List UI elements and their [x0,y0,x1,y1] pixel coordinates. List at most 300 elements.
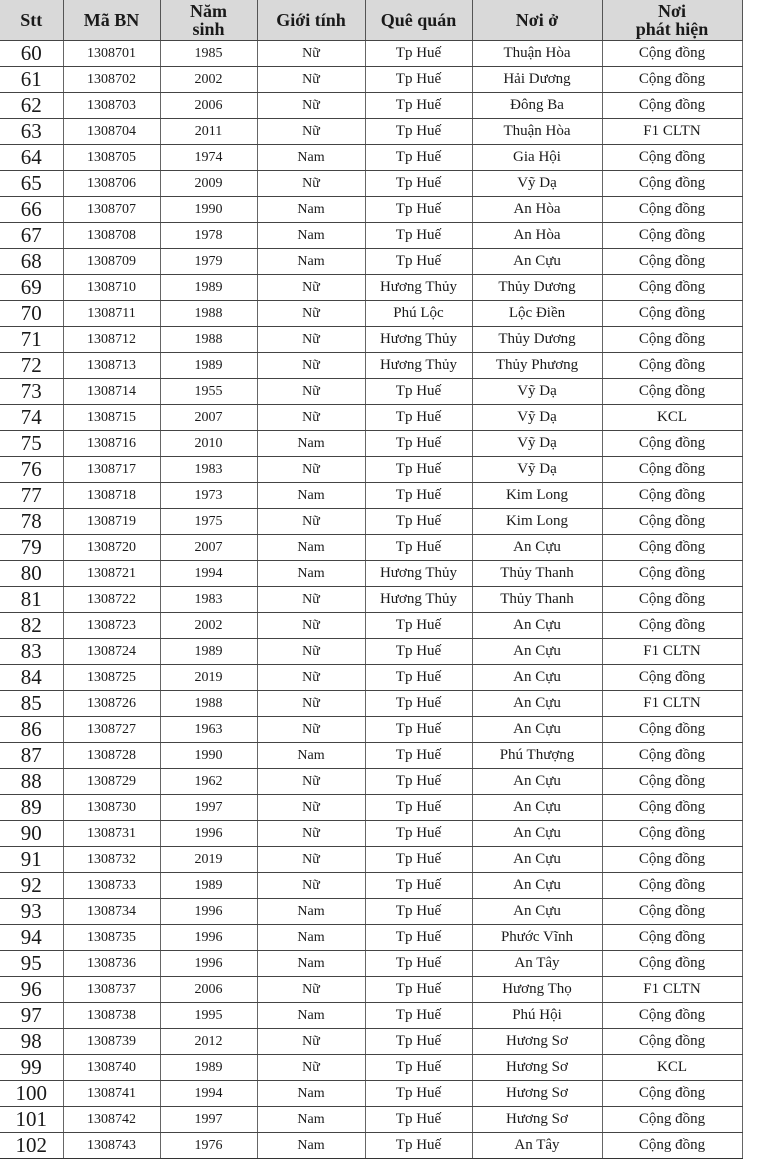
cell-noi-phat-hien: Cộng đồng [602,1081,742,1107]
cell-noi-o: An Hòa [472,223,602,249]
cell-ma-bn: 1308702 [63,67,160,93]
cell-stt: 89 [0,795,63,821]
cell-gioi-tinh: Nam [257,223,365,249]
cell-ma-bn: 1308740 [63,1055,160,1081]
cell-que-quan: Phú Lộc [365,301,472,327]
cell-stt: 80 [0,561,63,587]
cell-nam-sinh: 1996 [160,925,257,951]
cell-noi-phat-hien: Cộng đồng [602,743,742,769]
cell-ma-bn: 1308731 [63,821,160,847]
cell-gioi-tinh: Nam [257,561,365,587]
cell-noi-o: Hương Sơ [472,1029,602,1055]
cell-gioi-tinh: Nữ [257,119,365,145]
cell-noi-o: Kim Long [472,509,602,535]
cell-nam-sinh: 2019 [160,665,257,691]
cell-noi-o: An Cựu [472,639,602,665]
cell-noi-phat-hien: Cộng đồng [602,327,742,353]
table-row [0,873,742,899]
cell-stt: 60 [0,41,63,67]
cell-que-quan: Tp Huế [365,743,472,769]
cell-noi-o: An Cựu [472,535,602,561]
cell-nam-sinh: 1973 [160,483,257,509]
cell-ma-bn: 1308732 [63,847,160,873]
cell-noi-o: Phước Vĩnh [472,925,602,951]
cell-noi-phat-hien: Cộng đồng [602,951,742,977]
cell-noi-o: An Tây [472,951,602,977]
cell-noi-phat-hien: Cộng đồng [602,379,742,405]
cell-ma-bn: 1308709 [63,249,160,275]
cell-noi-o: Phú Hội [472,1003,602,1029]
cell-noi-phat-hien: Cộng đồng [602,795,742,821]
cell-stt: 67 [0,223,63,249]
cell-que-quan: Tp Huế [365,691,472,717]
cell-nam-sinh: 1997 [160,795,257,821]
cell-que-quan: Tp Huế [365,457,472,483]
cell-noi-o: Vỹ Dạ [472,171,602,197]
cell-stt: 68 [0,249,63,275]
cell-noi-phat-hien: F1 CLTN [602,691,742,717]
cell-ma-bn: 1308727 [63,717,160,743]
cell-gioi-tinh: Nữ [257,795,365,821]
cell-noi-phat-hien: Cộng đồng [602,873,742,899]
cell-ma-bn: 1308743 [63,1133,160,1159]
table-row [0,1055,742,1081]
table-row [0,145,742,171]
table-row [0,977,742,1003]
cell-noi-o: Hương Thọ [472,977,602,1003]
cell-que-quan: Tp Huế [365,769,472,795]
table-row [0,665,742,691]
cell-noi-o: Thủy Thanh [472,561,602,587]
cell-gioi-tinh: Nam [257,1107,365,1133]
cell-nam-sinh: 1978 [160,223,257,249]
cell-ma-bn: 1308707 [63,197,160,223]
cell-nam-sinh: 2006 [160,93,257,119]
cell-ma-bn: 1308724 [63,639,160,665]
cell-noi-phat-hien: Cộng đồng [602,613,742,639]
table-row [0,1029,742,1055]
cell-gioi-tinh: Nữ [257,613,365,639]
cell-gioi-tinh: Nam [257,899,365,925]
cell-noi-phat-hien: Cộng đồng [602,821,742,847]
cell-stt: 81 [0,587,63,613]
cell-nam-sinh: 2009 [160,171,257,197]
cell-stt: 63 [0,119,63,145]
cell-que-quan: Tp Huế [365,67,472,93]
cell-nam-sinh: 1955 [160,379,257,405]
table-row [0,769,742,795]
cell-noi-phat-hien: Cộng đồng [602,457,742,483]
cell-stt: 92 [0,873,63,899]
cell-noi-phat-hien: Cộng đồng [602,509,742,535]
cell-que-quan: Hương Thủy [365,561,472,587]
table-row [0,119,742,145]
cell-stt: 83 [0,639,63,665]
cell-ma-bn: 1308703 [63,93,160,119]
cell-que-quan: Tp Huế [365,951,472,977]
cell-ma-bn: 1308726 [63,691,160,717]
cell-ma-bn: 1308734 [63,899,160,925]
cell-nam-sinh: 1989 [160,275,257,301]
table-row [0,327,742,353]
cell-noi-phat-hien: Cộng đồng [602,93,742,119]
cell-que-quan: Tp Huế [365,821,472,847]
cell-noi-o: Đông Ba [472,93,602,119]
cell-gioi-tinh: Nữ [257,1029,365,1055]
cell-noi-phat-hien: Cộng đồng [602,665,742,691]
table-row [0,691,742,717]
cell-ma-bn: 1308705 [63,145,160,171]
table-row [0,67,742,93]
header-stt: Stt [0,0,63,41]
cell-stt: 84 [0,665,63,691]
table-row [0,249,742,275]
header-row [0,0,742,41]
cell-que-quan: Tp Huế [365,977,472,1003]
cell-noi-phat-hien: Cộng đồng [602,67,742,93]
cell-gioi-tinh: Nữ [257,379,365,405]
cell-noi-o: Vỹ Dạ [472,379,602,405]
cell-nam-sinh: 2007 [160,535,257,561]
cell-noi-phat-hien: Cộng đồng [602,483,742,509]
cell-que-quan: Tp Huế [365,197,472,223]
cell-noi-o: Lộc Điền [472,301,602,327]
cell-nam-sinh: 1997 [160,1107,257,1133]
cell-gioi-tinh: Nam [257,197,365,223]
cell-nam-sinh: 1989 [160,639,257,665]
cell-que-quan: Tp Huế [365,1055,472,1081]
cell-gioi-tinh: Nam [257,249,365,275]
cell-ma-bn: 1308711 [63,301,160,327]
header-gioi-tinh: Giới tính [257,0,365,41]
cell-stt: 99 [0,1055,63,1081]
cell-stt: 74 [0,405,63,431]
cell-gioi-tinh: Nữ [257,847,365,873]
cell-noi-phat-hien: Cộng đồng [602,1107,742,1133]
cell-nam-sinh: 1996 [160,821,257,847]
cell-nam-sinh: 1976 [160,1133,257,1159]
cell-noi-phat-hien: Cộng đồng [602,769,742,795]
cell-nam-sinh: 1994 [160,561,257,587]
cell-ma-bn: 1308710 [63,275,160,301]
cell-ma-bn: 1308706 [63,171,160,197]
cell-noi-phat-hien: Cộng đồng [602,223,742,249]
cell-noi-o: An Cựu [472,847,602,873]
cell-gioi-tinh: Nữ [257,821,365,847]
cell-ma-bn: 1308717 [63,457,160,483]
table-row [0,639,742,665]
cell-stt: 91 [0,847,63,873]
cell-que-quan: Tp Huế [365,899,472,925]
cell-gioi-tinh: Nữ [257,639,365,665]
cell-ma-bn: 1308718 [63,483,160,509]
cell-noi-o: Thuận Hòa [472,119,602,145]
cell-gioi-tinh: Nữ [257,717,365,743]
cell-gioi-tinh: Nam [257,1081,365,1107]
cell-gioi-tinh: Nam [257,1003,365,1029]
cell-noi-phat-hien: Cộng đồng [602,431,742,457]
cell-noi-phat-hien: Cộng đồng [602,561,742,587]
cell-nam-sinh: 2006 [160,977,257,1003]
cell-ma-bn: 1308712 [63,327,160,353]
cell-gioi-tinh: Nữ [257,327,365,353]
cell-nam-sinh: 1988 [160,691,257,717]
table-row [0,795,742,821]
cell-stt: 77 [0,483,63,509]
cell-que-quan: Tp Huế [365,665,472,691]
cell-noi-o: Thủy Dương [472,275,602,301]
cell-nam-sinh: 1983 [160,457,257,483]
cell-nam-sinh: 2012 [160,1029,257,1055]
cell-que-quan: Tp Huế [365,431,472,457]
cell-noi-phat-hien: Cộng đồng [602,353,742,379]
cell-noi-o: An Cựu [472,691,602,717]
cell-que-quan: Tp Huế [365,145,472,171]
table-row [0,41,742,67]
header-noi-phat-hien: Nơi phát hiện [602,0,742,41]
cell-stt: 82 [0,613,63,639]
table-row [0,717,742,743]
cell-ma-bn: 1308720 [63,535,160,561]
cell-stt: 86 [0,717,63,743]
cell-que-quan: Tp Huế [365,717,472,743]
cell-nam-sinh: 2019 [160,847,257,873]
cell-gioi-tinh: Nữ [257,873,365,899]
cell-noi-o: An Cựu [472,665,602,691]
cell-noi-phat-hien: F1 CLTN [602,977,742,1003]
cell-que-quan: Tp Huế [365,795,472,821]
cell-ma-bn: 1308704 [63,119,160,145]
cell-noi-phat-hien: F1 CLTN [602,639,742,665]
cell-noi-phat-hien: KCL [602,1055,742,1081]
cell-gioi-tinh: Nữ [257,41,365,67]
cell-noi-o: An Cựu [472,769,602,795]
table-row [0,587,742,613]
cell-noi-o: Vỹ Dạ [472,431,602,457]
cell-ma-bn: 1308729 [63,769,160,795]
cell-noi-phat-hien: Cộng đồng [602,587,742,613]
cell-stt: 78 [0,509,63,535]
cell-que-quan: Tp Huế [365,223,472,249]
header-ma-bn: Mã BN [63,0,160,41]
cell-stt: 62 [0,93,63,119]
cell-noi-phat-hien: KCL [602,405,742,431]
cell-gioi-tinh: Nam [257,1133,365,1159]
cell-que-quan: Tp Huế [365,405,472,431]
cell-gioi-tinh: Nữ [257,509,365,535]
cell-gioi-tinh: Nam [257,145,365,171]
cell-que-quan: Tp Huế [365,249,472,275]
cell-nam-sinh: 2002 [160,613,257,639]
cell-nam-sinh: 1996 [160,951,257,977]
header-nam-sinh: Năm sinh [160,0,257,41]
cell-stt: 100 [0,1081,63,1107]
cell-que-quan: Tp Huế [365,873,472,899]
table-row [0,613,742,639]
cell-que-quan: Tp Huế [365,847,472,873]
table-row [0,821,742,847]
cell-noi-o: Hương Sơ [472,1107,602,1133]
table-row [0,431,742,457]
cell-que-quan: Hương Thủy [365,275,472,301]
table-row [0,301,742,327]
cell-stt: 93 [0,899,63,925]
cell-nam-sinh: 1990 [160,197,257,223]
cell-stt: 75 [0,431,63,457]
cell-noi-o: Thủy Phương [472,353,602,379]
cell-gioi-tinh: Nữ [257,457,365,483]
cell-noi-o: Hải Dương [472,67,602,93]
cell-ma-bn: 1308723 [63,613,160,639]
table-row [0,1003,742,1029]
cell-stt: 66 [0,197,63,223]
cell-ma-bn: 1308728 [63,743,160,769]
cell-ma-bn: 1308730 [63,795,160,821]
cell-noi-o: An Cựu [472,717,602,743]
table-row [0,457,742,483]
cell-ma-bn: 1308708 [63,223,160,249]
cell-que-quan: Tp Huế [365,1081,472,1107]
cell-gioi-tinh: Nam [257,483,365,509]
cell-que-quan: Tp Huế [365,483,472,509]
cell-stt: 98 [0,1029,63,1055]
cell-noi-o: Hương Sơ [472,1055,602,1081]
cell-ma-bn: 1308741 [63,1081,160,1107]
cell-noi-phat-hien: Cộng đồng [602,1003,742,1029]
cell-noi-phat-hien: Cộng đồng [602,717,742,743]
cell-gioi-tinh: Nữ [257,691,365,717]
table-row [0,275,742,301]
cell-que-quan: Tp Huế [365,535,472,561]
cell-que-quan: Tp Huế [365,925,472,951]
table-row [0,509,742,535]
cell-stt: 94 [0,925,63,951]
cell-stt: 76 [0,457,63,483]
cell-noi-phat-hien: Cộng đồng [602,301,742,327]
cell-stt: 87 [0,743,63,769]
cell-ma-bn: 1308742 [63,1107,160,1133]
table-row [0,899,742,925]
cell-noi-o: An Cựu [472,613,602,639]
cell-noi-phat-hien: Cộng đồng [602,197,742,223]
cell-gioi-tinh: Nữ [257,769,365,795]
cell-que-quan: Tp Huế [365,613,472,639]
cell-noi-o: An Tây [472,1133,602,1159]
table-row [0,1081,742,1107]
cell-gioi-tinh: Nữ [257,67,365,93]
cell-ma-bn: 1308714 [63,379,160,405]
cell-stt: 97 [0,1003,63,1029]
cell-que-quan: Tp Huế [365,171,472,197]
cell-stt: 90 [0,821,63,847]
cell-que-quan: Tp Huế [365,639,472,665]
cell-noi-o: An Cựu [472,795,602,821]
table-row [0,353,742,379]
cell-noi-phat-hien: Cộng đồng [602,899,742,925]
cell-stt: 79 [0,535,63,561]
table-row [0,561,742,587]
cell-que-quan: Hương Thủy [365,327,472,353]
table-row [0,197,742,223]
cell-noi-phat-hien: Cộng đồng [602,925,742,951]
cell-que-quan: Tp Huế [365,41,472,67]
cell-gioi-tinh: Nam [257,925,365,951]
cell-noi-o: An Cựu [472,249,602,275]
cell-noi-o: Vỹ Dạ [472,457,602,483]
cell-ma-bn: 1308736 [63,951,160,977]
cell-que-quan: Tp Huế [365,1029,472,1055]
cell-ma-bn: 1308733 [63,873,160,899]
cell-ma-bn: 1308721 [63,561,160,587]
cell-noi-phat-hien: Cộng đồng [602,171,742,197]
cell-que-quan: Tp Huế [365,1003,472,1029]
cell-noi-o: An Cựu [472,899,602,925]
cell-ma-bn: 1308738 [63,1003,160,1029]
cell-stt: 101 [0,1107,63,1133]
cell-noi-phat-hien: Cộng đồng [602,1029,742,1055]
cell-stt: 61 [0,67,63,93]
cell-noi-o: Vỹ Dạ [472,405,602,431]
cell-nam-sinh: 1979 [160,249,257,275]
cell-nam-sinh: 1994 [160,1081,257,1107]
table-row [0,535,742,561]
cell-nam-sinh: 1989 [160,873,257,899]
cell-nam-sinh: 1996 [160,899,257,925]
cell-stt: 65 [0,171,63,197]
cell-ma-bn: 1308725 [63,665,160,691]
table-row [0,1107,742,1133]
cell-que-quan: Hương Thủy [365,353,472,379]
cell-nam-sinh: 2007 [160,405,257,431]
cell-que-quan: Hương Thủy [365,587,472,613]
cell-gioi-tinh: Nữ [257,301,365,327]
cell-stt: 85 [0,691,63,717]
table-row [0,847,742,873]
cell-stt: 64 [0,145,63,171]
cell-gioi-tinh: Nam [257,743,365,769]
cell-que-quan: Tp Huế [365,509,472,535]
cell-ma-bn: 1308737 [63,977,160,1003]
cell-noi-o: Thủy Thanh [472,587,602,613]
cell-gioi-tinh: Nam [257,951,365,977]
cell-noi-phat-hien: F1 CLTN [602,119,742,145]
cell-que-quan: Tp Huế [365,379,472,405]
cell-ma-bn: 1308715 [63,405,160,431]
cell-noi-phat-hien: Cộng đồng [602,1133,742,1159]
cell-noi-o: Hương Sơ [472,1081,602,1107]
cell-nam-sinh: 1988 [160,327,257,353]
cell-gioi-tinh: Nữ [257,665,365,691]
cell-noi-phat-hien: Cộng đồng [602,145,742,171]
cell-noi-o: An Hòa [472,197,602,223]
cell-stt: 69 [0,275,63,301]
cell-que-quan: Tp Huế [365,1107,472,1133]
cell-stt: 70 [0,301,63,327]
cell-gioi-tinh: Nữ [257,171,365,197]
cell-noi-phat-hien: Cộng đồng [602,847,742,873]
cell-stt: 102 [0,1133,63,1159]
cell-ma-bn: 1308713 [63,353,160,379]
cell-stt: 95 [0,951,63,977]
cell-nam-sinh: 1988 [160,301,257,327]
cell-gioi-tinh: Nữ [257,587,365,613]
cell-ma-bn: 1308701 [63,41,160,67]
cell-noi-phat-hien: Cộng đồng [602,535,742,561]
cell-gioi-tinh: Nữ [257,1055,365,1081]
cell-nam-sinh: 1974 [160,145,257,171]
cell-nam-sinh: 1995 [160,1003,257,1029]
cell-nam-sinh: 1983 [160,587,257,613]
